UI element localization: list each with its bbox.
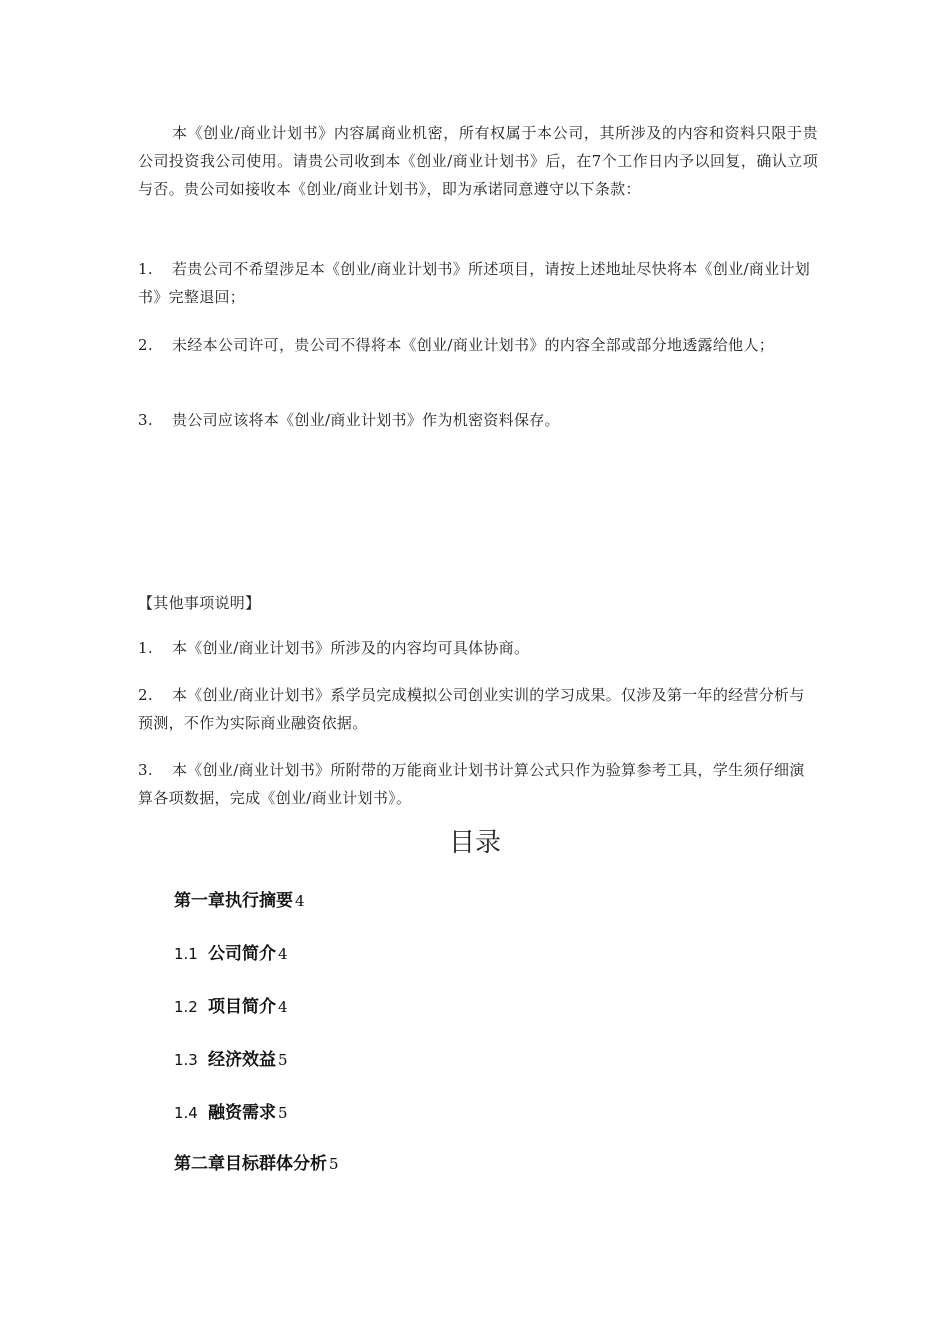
item-number: 1.: [138, 260, 153, 278]
notes-title: 【其他事项说明】: [138, 594, 261, 612]
toc-entry[interactable]: [174, 1048, 674, 1072]
toc-entry-page: 4: [278, 945, 288, 963]
notes-item-3: [138, 756, 818, 812]
item-text: 本《创业/商业计划书》所涉及的内容均可具体协商。: [172, 639, 530, 657]
toc-entry[interactable]: [174, 1101, 674, 1125]
item-text: 本《创业/商业计划书》所附带的万能商业计划书计算公式只作为验算参考工具，学生须仔细演算各项数据，完成《创业/商业计划书》。: [138, 761, 805, 807]
item-number: 3.: [138, 411, 153, 429]
toc-entry-page: 4: [295, 892, 305, 910]
toc-title: 目录: [448, 828, 501, 858]
toc-entry-label: 第二章目标群体分析: [174, 1154, 327, 1174]
item-number: 2.: [138, 336, 153, 354]
confidentiality-intro: 本《创业/商业计划书》内容属商业机密，所有权属于本公司，其所涉及的内容和资料只限于贵公司投资我公司使用。请贵公司收到本《创业/商业计划书》后，在7个工作日内予以回复，确认立项与否。贵公司如接收本《创业/商业计划书》，即为承诺同意遵守以下条款：: [138, 124, 818, 198]
notes-item-2: [138, 681, 818, 737]
toc-entry-label: 融资需求: [208, 1103, 276, 1123]
toc-entry-label: 公司简介: [208, 944, 276, 964]
item-number: 3.: [138, 761, 153, 779]
toc-entry-number: 1.3: [174, 1051, 198, 1069]
item-number: 1.: [138, 639, 153, 657]
toc-entry-page: 4: [278, 998, 288, 1016]
toc-entry[interactable]: [174, 1152, 674, 1176]
toc-entry-page: 5: [278, 1051, 288, 1069]
toc-entry-number: 1.1: [174, 945, 198, 963]
item-text: 贵公司应该将本《创业/商业计划书》作为机密资料保存。: [172, 411, 560, 429]
toc-entry-label: 经济效益: [208, 1050, 276, 1070]
item-text: 若贵公司不希望涉足本《创业/商业计划书》所述项目，请按上述地址尽快将本《创业/商业计划书》完整退回；: [138, 260, 811, 306]
confidentiality-item-2: [138, 331, 818, 359]
confidentiality-item-1: [138, 255, 818, 311]
notes-item-1: [138, 634, 818, 662]
toc-entry[interactable]: [174, 995, 674, 1019]
item-number: 2.: [138, 686, 153, 704]
item-text: 未经本公司许可，贵公司不得将本《创业/商业计划书》的内容全部或部分地透露给他人；: [172, 336, 775, 354]
item-text: 本《创业/商业计划书》系学员完成模拟公司创业实训的学习成果。仅涉及第一年的经营分析与预测，不作为实际商业融资依据。: [138, 686, 805, 732]
toc-entry-page: 5: [329, 1155, 339, 1173]
toc-entry-number: 1.2: [174, 998, 198, 1016]
toc-entry[interactable]: [174, 889, 674, 913]
toc-entry-label: 第一章执行摘要: [174, 891, 293, 911]
confidentiality-item-3: [138, 406, 818, 434]
toc-entry[interactable]: [174, 942, 674, 966]
toc-entry-label: 项目简介: [208, 997, 276, 1017]
toc-entry-number: 1.4: [174, 1104, 198, 1122]
toc-entry-page: 5: [278, 1104, 288, 1122]
